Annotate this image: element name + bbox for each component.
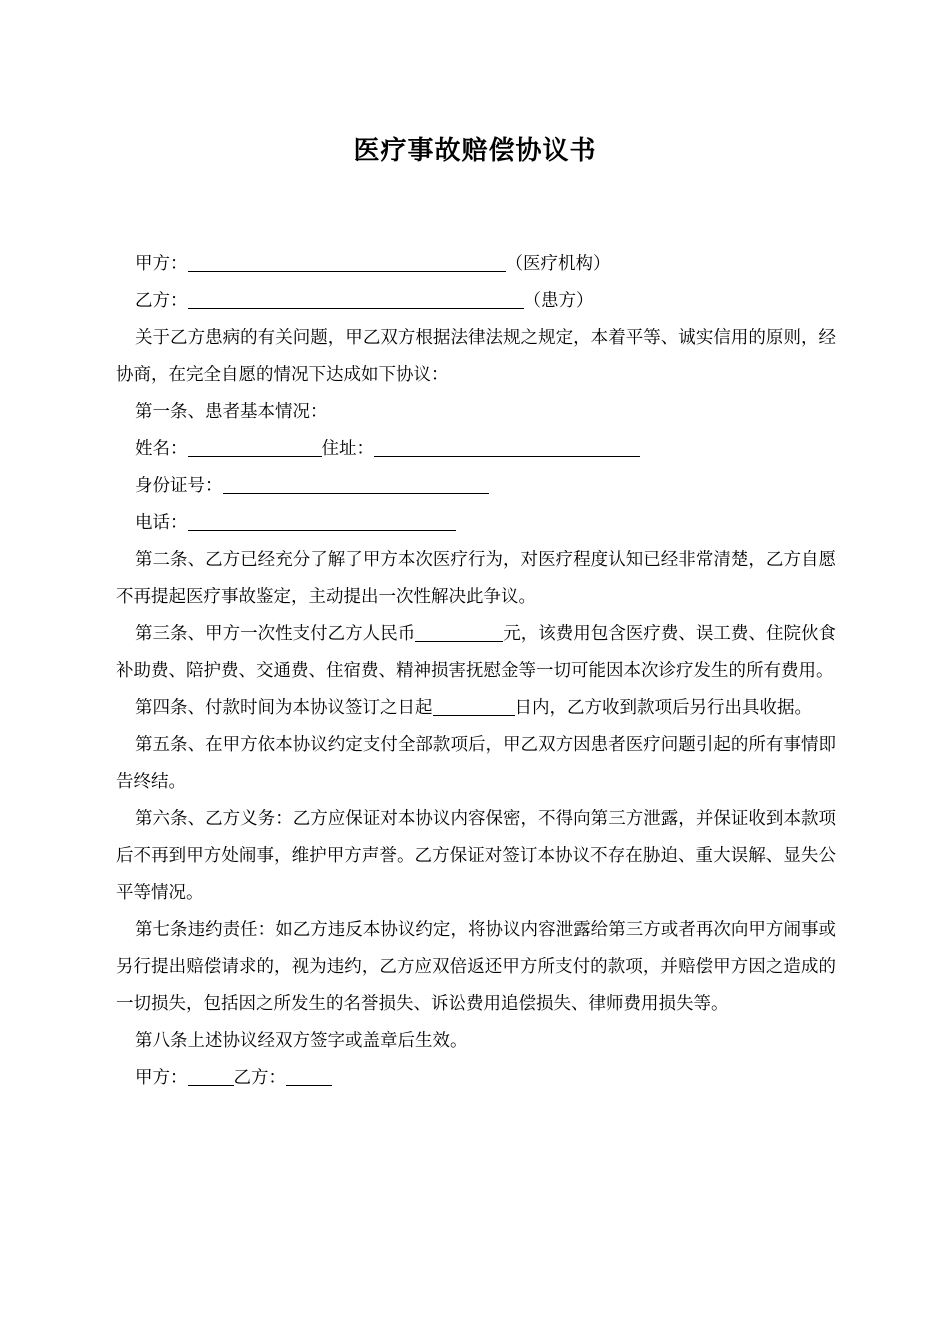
name-label: 姓名： xyxy=(135,439,188,459)
phone-line xyxy=(116,505,836,542)
phone-label: 电话： xyxy=(135,513,188,533)
article-1-heading: 第一条、患者基本情况： xyxy=(135,402,328,422)
article-3-text-before: 第三条、甲方一次性支付乙方人民币 xyxy=(135,624,416,644)
signature-party-b-blank[interactable] xyxy=(286,1066,332,1086)
preamble-paragraph: 关于乙方患病的有关问题，甲乙双方根据法律法规之规定，本着平等、诚实信用的原则，经协商，在完全自愿的情况下达成如下协议： xyxy=(116,328,836,385)
party-a-line xyxy=(116,246,836,283)
party-b-blank[interactable] xyxy=(188,289,524,309)
signature-party-a-blank[interactable] xyxy=(188,1066,234,1086)
article-4-paragraph xyxy=(116,690,836,727)
article-4-text-before: 第四条、付款时间为本协议签订之日起 xyxy=(135,698,433,718)
article-4-text-after: 日内，乙方收到款项后另行出具收据。 xyxy=(514,698,812,718)
id-number-label: 身份证号： xyxy=(135,476,223,496)
article-2-paragraph: 第二条、乙方已经充分了解了甲方本次医疗行为，对医疗程度认知已经非常清楚，乙方自愿不再提起医疗事故鉴定，主动提出一次性解决此争议。 xyxy=(116,550,836,607)
signature-line xyxy=(116,1060,836,1097)
id-number-line xyxy=(116,468,836,505)
days-blank[interactable] xyxy=(433,696,515,716)
party-a-blank[interactable] xyxy=(188,252,506,272)
party-b-label: 乙方： xyxy=(135,291,188,311)
article-3-text-after: 元，该费用包含医疗费、误工费、住院伙食补助费、陪护费、交通费、住宿费、精神损害抚慰金等一切可能因本次诊疗发生的所有费用。 xyxy=(116,624,837,681)
document-body xyxy=(116,246,836,1097)
party-b-suffix: （患方） xyxy=(523,291,594,311)
name-address-line xyxy=(116,431,836,468)
signature-party-b-label: 乙方： xyxy=(233,1068,286,1088)
name-blank[interactable] xyxy=(188,437,322,457)
document-title: 医疗事故赔偿协议书 xyxy=(353,136,597,166)
party-b-line xyxy=(116,283,836,320)
article-5-paragraph: 第五条、在甲方依本协议约定支付全部款项后，甲乙双方因患者医疗问题引起的所有事情即告终结。 xyxy=(116,735,836,792)
address-blank[interactable] xyxy=(374,437,640,457)
amount-blank[interactable] xyxy=(415,622,503,642)
party-a-label: 甲方： xyxy=(135,254,188,274)
signature-party-a-label: 甲方： xyxy=(135,1068,188,1088)
article-7-paragraph: 第七条违约责任：如乙方违反本协议约定，将协议内容泄露给第三方或者再次向甲方闹事或另行提出赔偿请求的，视为违约，乙方应双倍返还甲方所支付的款项，并赔偿甲方因之造成的一切损失，包括因之所发生的名誉损失、诉讼费用追偿损失、律师费用损失等。 xyxy=(116,920,836,1014)
id-number-blank[interactable] xyxy=(223,474,489,494)
phone-blank[interactable] xyxy=(188,511,456,531)
article-8-line: 第八条上述协议经双方签字或盖章后生效。 xyxy=(135,1031,468,1051)
article-3-paragraph xyxy=(116,616,836,690)
address-label: 住址： xyxy=(321,439,374,459)
party-a-suffix: （医疗机构） xyxy=(505,254,611,274)
article-6-paragraph: 第六条、乙方义务：乙方应保证对本协议内容保密，不得向第三方泄露，并保证收到本款项后不再到甲方处闹事，维护甲方声誉。乙方保证对签订本协议不存在胁迫、重大误解、显失公平等情况。 xyxy=(116,809,836,903)
